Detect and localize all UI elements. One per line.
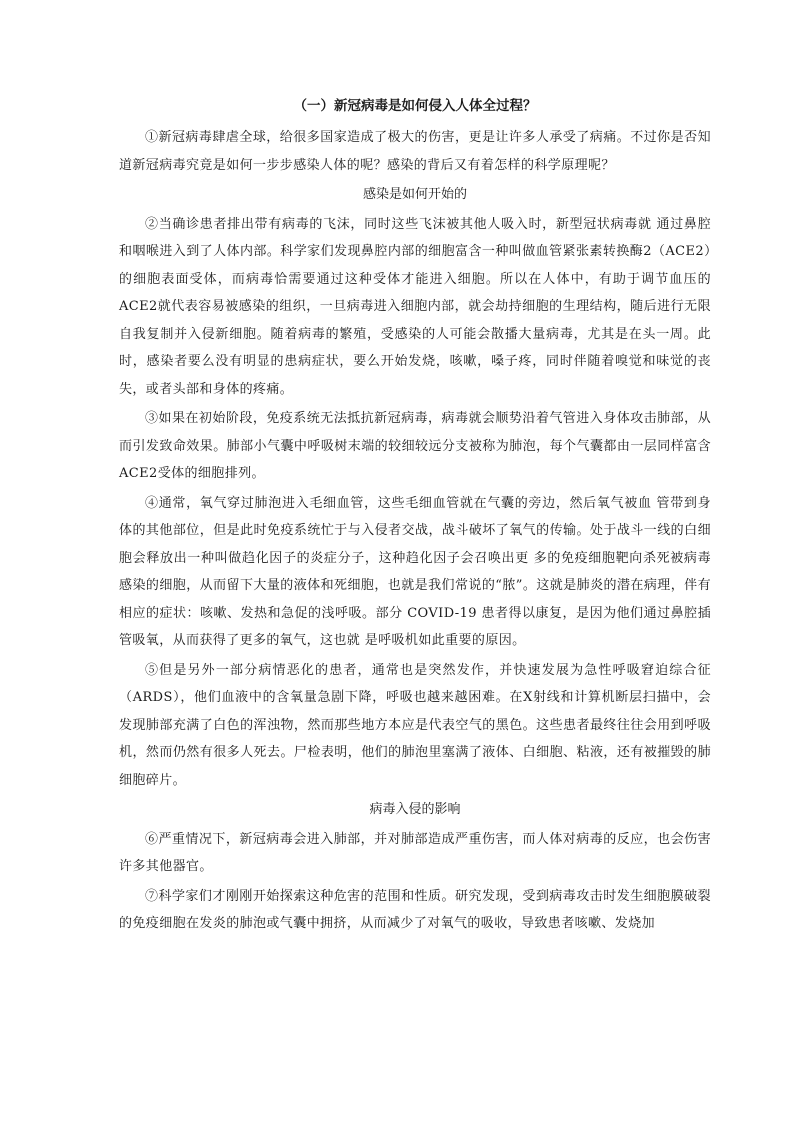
paragraph: ⑥严重情况下，新冠病毒会进入肺部，并对肺部造成严重伤害，而人体对病毒的反应，也会伤害许多其他器官。 [119,831,711,874]
paragraph: ⑤但是另外一部分病情恶化的患者，通常也是突然发作，并快速发展为急性呼吸窘迫综合征（ARDS），他们血液中的含氧量急剧下降，呼吸也越来越困难。在X射线和计算机断层扫描中，会发现肺部充满了白色的浑浊物，然而那些地方本应是代表空气的黑色。这些患者最终往往会用到呼吸机，然而仍然有很多人死去。尸检表明，他们的肺泡里塞满了液体、白细胞、粘液，还有被摧毁的肺细胞碎片。 [119,662,711,788]
paragraph: ②当确诊患者排出带有病毒的飞沫，同时这些飞沫被其他人吸入时，新型冠状病毒就 通过鼻腔和咽喉进入到了人体内部。科学家们发现鼻腔内部的细胞富含一种叫做血管紧张素转换酶2（ACE2）的细胞表面受体，而病毒恰需要通过这种受体才能进入细胞。所以在人体中，有助于调节血压的ACE2就代表容易被感染的组织，一旦病毒进入细胞内部，就会劫持细胞的生理结构，随后进行无限自我复制并入侵新细胞。随着病毒的繁殖，受感染的人可能会散播大量病毒，尤其是在头一周。此时，感染者要么没有明显的患病症状，要么开始发烧，咳嗽，嗓子疼，同时伴随着嗅觉和味觉的丧失，或者头部和身体的疼痛。 [119,216,711,397]
document-title: （一）新冠病毒是如何侵入人体全过程？ [293,98,537,114]
paragraph: ④通常，氧气穿过肺泡进入毛细血管，这些毛细血管就在气囊的旁边，然后氧气被血 管带到身体的其他部位，但是此时免疫系统忙于与入侵者交战，战斗破坏了氧气的传输。处于战斗一线的白细胞会释放出一种叫做趋化因子的炎症分子，这种趋化因子会召唤出更 多的免疫细胞靶向杀死被病毒感染的细胞，从而留下大量的液体和死细胞，也就是我们常说的“脓”。这就是肺炎的潜在病理，伴有相应的症状：咳嗽、发热和急促的浅呼吸。部分 COVID-19 患者得以康复，是因为他们通过鼻腔插管吸氧，从而获得了更多的氧气，这也就 是呼吸机如此重要的原因。 [119,495,711,648]
paragraph: ⑦科学家们才刚刚开始探索这种危害的范围和性质。研究发现，受到病毒攻击时发生细胞膜破裂的免疫细胞在发炎的肺泡或气囊中拥挤，从而减少了对氧气的吸收，导致患者咳嗽、发烧加 [119,888,711,931]
section-subheading: 感染是如何开始的 [362,187,467,202]
document-body [119,96,711,940]
section-subheading: 病毒入侵的影响 [369,802,461,817]
paragraph: ③如果在初始阶段，免疫系统无法抵抗新冠病毒，病毒就会顺势沿着气管进入身体攻击肺部，从而引发致命效果。肺部小气囊中呼吸树末端的较细较远分支被称为肺泡，每个气囊都由一层同样富含ACE2受体的细胞排列。 [119,411,711,481]
paragraph: ①新冠病毒肆虐全球，给很多国家造成了极大的伤害，更是让许多人承受了病痛。不过你是否知道新冠病毒究竟是如何一步步感染人体的呢？感染的背后又有着怎样的科学原理呢？ [119,130,711,173]
document-sections [119,124,711,938]
